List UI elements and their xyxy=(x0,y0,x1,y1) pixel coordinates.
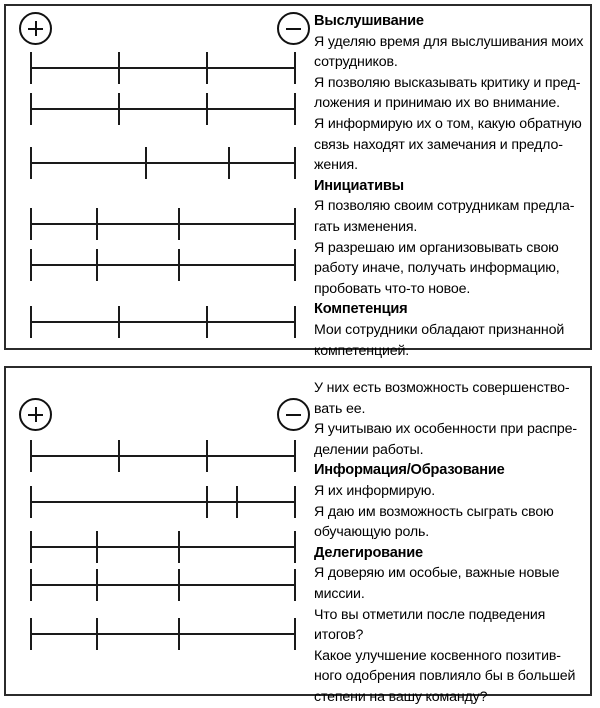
rating-scale-axis xyxy=(31,162,295,164)
rating-scale-tick[interactable] xyxy=(294,486,296,518)
rating-scale-tick[interactable] xyxy=(30,249,32,281)
statement-column-bottom xyxy=(314,368,592,705)
rating-scale-tick[interactable] xyxy=(206,486,208,518)
rating-scale-tick[interactable] xyxy=(30,618,32,650)
statement-heading: Компетенция xyxy=(314,301,408,318)
minus-circle-icon[interactable] xyxy=(277,12,310,45)
statement-heading: Информация/Образование xyxy=(314,462,505,479)
minus-horizontal-stroke xyxy=(286,28,301,31)
rating-scale-tick[interactable] xyxy=(294,306,296,338)
statement-line: работу иначе, получать информацию, xyxy=(314,260,560,277)
rating-scale-axis xyxy=(31,264,295,266)
rating-scale[interactable] xyxy=(31,93,295,125)
rating-scale-tick[interactable] xyxy=(30,147,32,179)
rating-scale-tick[interactable] xyxy=(30,440,32,472)
statement-line: итогов? xyxy=(314,627,364,644)
rating-scale-axis xyxy=(31,633,295,635)
rating-scale-tick[interactable] xyxy=(228,147,230,179)
scale-polarity-row-bottom xyxy=(6,396,306,436)
rating-scale-axis xyxy=(31,546,295,548)
statement-line: ложения и принимаю их во внимание. xyxy=(314,95,560,112)
rating-scale-tick[interactable] xyxy=(294,93,296,125)
rating-scale-tick[interactable] xyxy=(96,208,98,240)
rating-scale-tick[interactable] xyxy=(30,93,32,125)
statement-line: миссии. xyxy=(314,585,365,602)
worksheet-panel-top xyxy=(4,4,592,359)
statement-line: сотрудников. xyxy=(314,54,398,71)
statement-line-list-top xyxy=(314,11,592,361)
rating-scale-tick[interactable] xyxy=(178,569,180,601)
rating-scale-tick[interactable] xyxy=(30,52,32,84)
rating-scale-tick[interactable] xyxy=(30,306,32,338)
rating-scale-tick[interactable] xyxy=(96,569,98,601)
rating-scale-tick[interactable] xyxy=(178,531,180,563)
statement-line: жения. xyxy=(314,157,358,174)
plus-vertical-stroke xyxy=(35,21,38,36)
rating-scale-tick[interactable] xyxy=(30,486,32,518)
rating-scale-axis xyxy=(31,321,295,323)
rating-scale-axis xyxy=(31,67,295,69)
rating-scale[interactable] xyxy=(31,208,295,240)
rating-scale-tick[interactable] xyxy=(96,249,98,281)
rating-scale-tick[interactable] xyxy=(236,486,238,518)
plus-vertical-stroke xyxy=(35,407,38,422)
rating-scale-tick[interactable] xyxy=(294,208,296,240)
rating-scales-column-bottom xyxy=(6,368,306,694)
statement-line: степени на вашу команду? xyxy=(314,688,488,705)
minus-horizontal-stroke xyxy=(286,414,301,417)
worksheet-panel-bottom xyxy=(4,366,592,705)
scale-polarity-row-top xyxy=(6,10,306,50)
statement-line: Я информирую их о том, какую обратную xyxy=(314,115,582,132)
rating-scale-tick[interactable] xyxy=(294,618,296,650)
statement-line: компетенцией. xyxy=(314,342,410,359)
rating-scale-tick[interactable] xyxy=(96,618,98,650)
rating-scale-tick[interactable] xyxy=(206,52,208,84)
statement-line: Я доверяю им особые, важные новые xyxy=(314,565,560,582)
minus-circle-icon[interactable] xyxy=(277,398,310,431)
rating-scale-tick[interactable] xyxy=(30,208,32,240)
rating-scale-tick[interactable] xyxy=(206,440,208,472)
rating-scale-tick[interactable] xyxy=(294,440,296,472)
plus-circle-icon[interactable] xyxy=(19,12,52,45)
rating-scale-tick[interactable] xyxy=(30,569,32,601)
rating-scale-tick[interactable] xyxy=(294,249,296,281)
rating-scale-tick[interactable] xyxy=(294,147,296,179)
rating-scale-tick[interactable] xyxy=(96,531,98,563)
statement-line: Какое улучшение косвенного позитив- xyxy=(314,647,561,664)
statement-heading: Инициативы xyxy=(314,177,404,194)
rating-scale-tick[interactable] xyxy=(178,208,180,240)
rating-scale-tick[interactable] xyxy=(145,147,147,179)
rating-scale-tick[interactable] xyxy=(294,531,296,563)
statement-line: делении работы. xyxy=(314,441,424,458)
rating-scale-tick[interactable] xyxy=(294,569,296,601)
rating-scale-tick[interactable] xyxy=(118,306,120,338)
rating-scale-tick[interactable] xyxy=(118,440,120,472)
rating-scale-axis xyxy=(31,108,295,110)
statement-line: Я уделяю время для выслушивания моих xyxy=(314,33,584,50)
statement-line: Я позволяю своим сотрудникам предла- xyxy=(314,198,575,215)
statement-line: Я разрешаю им организовывать свою xyxy=(314,239,559,256)
rating-scale-tick[interactable] xyxy=(118,52,120,84)
statement-heading: Выслушивание xyxy=(314,13,424,29)
statement-heading: Делегирование xyxy=(314,544,423,561)
statement-line: обучающую роль. xyxy=(314,524,430,541)
statement-line: гать изменения. xyxy=(314,218,418,235)
statement-line: Я позволяю высказывать критику и пред- xyxy=(314,74,581,91)
rating-scale[interactable] xyxy=(31,147,295,179)
rating-scale-axis xyxy=(31,501,295,503)
rating-scale-tick[interactable] xyxy=(294,52,296,84)
statement-line: Мои сотрудники обладают признанной xyxy=(314,321,565,338)
rating-scale[interactable] xyxy=(31,306,295,338)
statement-line: Я даю им возможность сыграть свою xyxy=(314,503,554,520)
rating-scale-tick[interactable] xyxy=(30,531,32,563)
rating-scale-axis xyxy=(31,584,295,586)
plus-circle-icon[interactable] xyxy=(19,398,52,431)
rating-scale-tick[interactable] xyxy=(178,618,180,650)
statement-line: У них есть возможность совершенство- xyxy=(314,380,570,396)
rating-scale[interactable] xyxy=(31,249,295,281)
rating-scale[interactable] xyxy=(31,569,295,601)
statement-column-top xyxy=(314,6,592,359)
rating-scale-axis xyxy=(31,455,295,457)
rating-scale[interactable] xyxy=(31,531,295,563)
statement-line: Я учитываю их особенности при распре- xyxy=(314,421,577,438)
statement-line-list-bottom xyxy=(314,378,592,708)
statement-line: связь находят их замечания и предло- xyxy=(314,136,563,153)
rating-scale[interactable] xyxy=(31,440,295,472)
statement-line: вать ее. xyxy=(314,400,366,417)
rating-scale-tick[interactable] xyxy=(206,93,208,125)
statement-line: пробовать что-то новое. xyxy=(314,280,471,297)
rating-scale-tick[interactable] xyxy=(178,249,180,281)
rating-scales-column-top xyxy=(6,6,306,348)
statement-line: Я их информирую. xyxy=(314,482,436,499)
rating-scale-axis xyxy=(31,223,295,225)
statement-line: ного одобрения повлияло бы в большей xyxy=(314,668,576,685)
rating-scale-tick[interactable] xyxy=(206,306,208,338)
statement-line: Что вы отметили после подведения xyxy=(314,606,546,623)
rating-scale-tick[interactable] xyxy=(118,93,120,125)
rating-scale[interactable] xyxy=(31,52,295,84)
rating-scale[interactable] xyxy=(31,486,295,518)
rating-scale[interactable] xyxy=(31,618,295,650)
